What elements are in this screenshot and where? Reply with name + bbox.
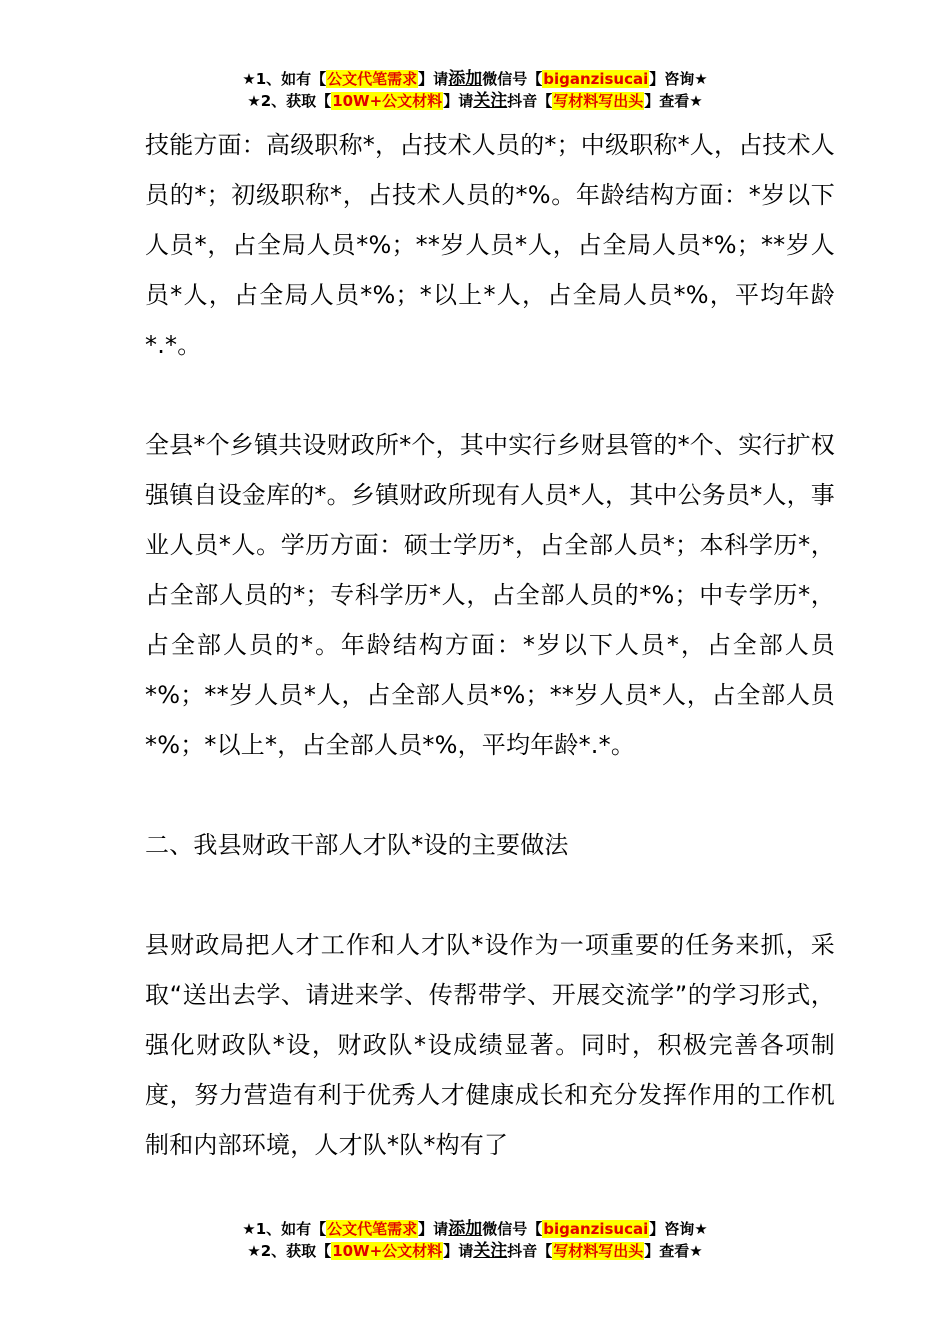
paragraph-skills-age: 技能方面：高级职称*，占技术人员的*；中级职称*人，占技术人员的*；初级职称*，占技术人员的*%。年龄结构方面：*岁以下人员*，占全局人员*%；**岁人员*人，占全局人员*%；**岁人员*人，占全局人员*%；*以上*人，占全局人员*%，平均年龄*.*。: [145, 131, 835, 359]
banner-highlight: 公文代笔需求: [327, 70, 418, 88]
banner-highlight: 10W+公文材料: [332, 92, 443, 110]
banner-highlight: biganzisucai: [543, 1220, 649, 1238]
banner-line-1: ★1、如有【公文代笔需求】请添加微信号【biganzisucai】咨询★: [242, 1219, 708, 1239]
banner-highlight: 10W+公文材料: [332, 1242, 443, 1260]
paragraph-township-finance: 全县*个乡镇共设财政所*个，其中实行乡财县管的*个、实行扩权强镇自设金库的*。乡镇财政所现有人员*人，其中公务员*人，事业人员*人。学历方面：硕士学历*，占全部人员*；本科学历*，占全部人员的*；专科学历*人，占全部人员的*%；中专学历*，占全部人员的*。年龄结构方面：*岁以下人员*，占全部人员*%；**岁人员*人，占全部人员*%；**岁人员*人，占全部人员*%；*以上*，占全部人员*%，平均年龄*.*。: [145, 431, 835, 759]
banner-line-2: ★2、获取【10W+公文材料】请关注抖音【写材料写出头】查看★: [247, 1241, 703, 1261]
banner-highlight: biganzisucai: [543, 70, 649, 88]
paragraph-practices: 县财政局把人才工作和人才队*设作为一项重要的任务来抓，采取“送出去学、请进来学、传帮带学、开展交流学”的学习形式，强化财政队*设，财政队*设成绩显著。同时，积极完善各项制度，努力营造有利于优秀人才健康成长和充分发挥作用的工作机制和内部环境，人才队*队*构有了: [145, 931, 835, 1159]
document-body: [145, 120, 835, 1170]
header-banner: [0, 68, 950, 112]
banner-line-2: ★2、获取【10W+公文材料】请关注抖音【写材料写出头】查看★: [247, 91, 703, 111]
footer-banner: [0, 1218, 950, 1262]
banner-line-1: ★1、如有【公文代笔需求】请添加微信号【biganzisucai】咨询★: [242, 69, 708, 89]
section-heading: 二、我县财政干部人才队*设的主要做法: [145, 831, 569, 859]
banner-highlight: 写材料写出头: [553, 92, 644, 110]
banner-highlight: 写材料写出头: [553, 1242, 644, 1260]
banner-highlight: 公文代笔需求: [327, 1220, 418, 1238]
